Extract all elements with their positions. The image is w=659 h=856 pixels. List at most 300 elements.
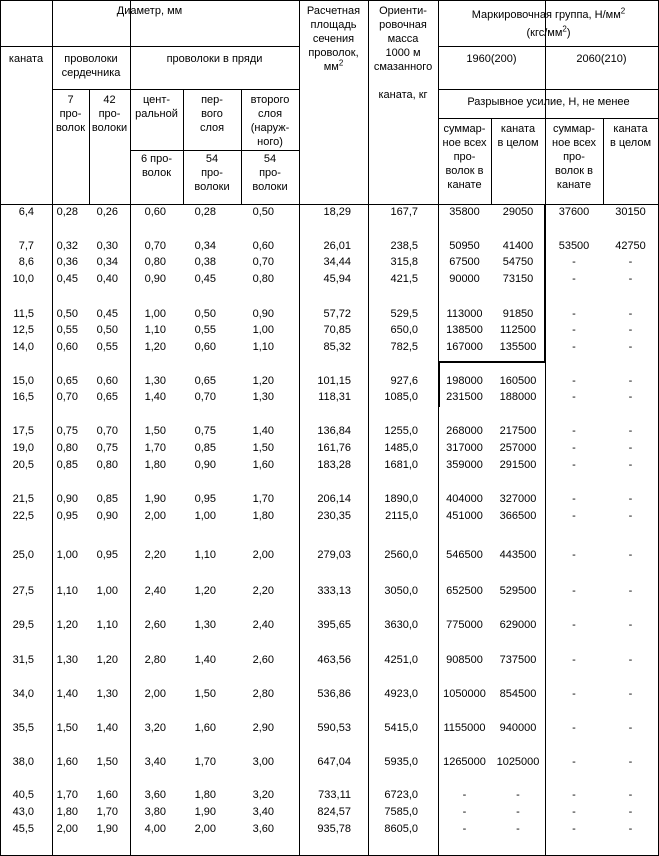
second-layer-cell: 0,60 xyxy=(252,240,274,252)
area-cell: 647,04 xyxy=(317,756,351,768)
second-layer-cell: 3,00 xyxy=(252,756,274,768)
sum-1960-cell: 908500 xyxy=(446,654,483,666)
central-wire-cell: 1,90 xyxy=(144,493,166,505)
core-7-cell: 0,50 xyxy=(56,308,78,320)
sum-1960-cell: 546500 xyxy=(446,549,483,561)
central-wire-cell: 4,00 xyxy=(144,823,166,835)
rope-1960-cell: 91850 xyxy=(502,308,534,320)
mass-cell: 2560,0 xyxy=(384,549,418,561)
rope-2060-cell: - xyxy=(628,256,633,268)
sum-1960-cell: 404000 xyxy=(446,493,483,505)
core-7-cell: 0,55 xyxy=(56,324,78,336)
second-layer-cell: 2,40 xyxy=(252,619,274,631)
core-42-cell: 1,20 xyxy=(96,654,118,666)
core-7-cell: 0,95 xyxy=(56,510,78,522)
sum-1960-cell: 451000 xyxy=(446,510,483,522)
core-42-cell: 0,34 xyxy=(96,256,118,268)
mass-cell: 5935,0 xyxy=(384,756,418,768)
rope-diameter-cell: 21,5 xyxy=(12,493,34,505)
sum-2060-cell: - xyxy=(572,722,576,734)
sum-2060-cell: - xyxy=(572,308,576,320)
first-layer-cell: 1,70 xyxy=(194,756,216,768)
sum-2060-cell: - xyxy=(572,324,576,336)
mass-cell: 782,5 xyxy=(390,341,418,353)
core-7-cell: 0,75 xyxy=(56,425,78,437)
second-layer-cell: 1,50 xyxy=(252,442,274,454)
rope-1960-cell: 529500 xyxy=(499,585,537,597)
central-wire-cell: 2,40 xyxy=(144,585,166,597)
core-7-cell: 0,32 xyxy=(56,240,78,252)
area-cell: 230,35 xyxy=(317,510,351,522)
second-layer-cell: 0,50 xyxy=(252,206,274,218)
sum-1960-cell: 268000 xyxy=(446,425,483,437)
rope-2060-cell: - xyxy=(628,459,633,471)
core-42-cell: 0,65 xyxy=(96,391,118,403)
sum-2060-cell: - xyxy=(572,619,576,631)
core-42-cell: 0,60 xyxy=(96,375,118,387)
sum-2060-cell: - xyxy=(572,459,576,471)
boundary-line xyxy=(438,361,546,363)
core-7-cell: 1,10 xyxy=(56,585,78,597)
header-divider xyxy=(438,89,659,90)
rope-2060-cell: - xyxy=(628,425,633,437)
second-layer-cell: 1,30 xyxy=(252,391,274,403)
second-layer-cell: 2,20 xyxy=(252,585,274,597)
header-divider xyxy=(438,46,659,47)
second-layer-cell: 1,00 xyxy=(252,324,274,336)
sum-2060-cell: - xyxy=(572,375,576,387)
first-layer-cell: 1,60 xyxy=(194,722,216,734)
mass-cell: 167,7 xyxy=(390,206,418,218)
rope-diameter-cell: 22,5 xyxy=(12,510,34,522)
core-7-cell: 0,60 xyxy=(56,341,78,353)
rope-1960-cell: 854500 xyxy=(499,688,537,700)
mass-cell: 421,5 xyxy=(390,273,418,285)
core-7-cell: 1,40 xyxy=(56,688,78,700)
rope-1960-cell: 160500 xyxy=(499,375,537,387)
header-rope: каната xyxy=(8,53,44,65)
second-layer-cell: 2,60 xyxy=(252,654,274,666)
sum-1960-cell: - xyxy=(462,789,467,801)
central-wire-cell: 0,90 xyxy=(144,273,166,285)
sum-1960-cell: - xyxy=(462,823,467,835)
sum-1960-cell: 317000 xyxy=(446,442,483,454)
core-42-cell: 1,30 xyxy=(96,688,118,700)
rope-diameter-cell: 17,5 xyxy=(12,425,34,437)
core-7-cell: 0,80 xyxy=(56,442,78,454)
rope-diameter-cell: 43,0 xyxy=(12,806,34,818)
rope-diameter-cell: 20,5 xyxy=(12,459,34,471)
first-layer-cell: 0,34 xyxy=(194,240,216,252)
area-cell: 161,76 xyxy=(317,442,351,454)
core-42-cell: 1,10 xyxy=(96,619,118,631)
first-layer-cell: 0,38 xyxy=(194,256,216,268)
sum-2060-cell: 53500 xyxy=(558,240,590,252)
rope-2060-cell: - xyxy=(628,375,633,387)
core-7-cell: 0,70 xyxy=(56,391,78,403)
first-layer-cell: 1,80 xyxy=(194,789,216,801)
rope-1960-cell: 940000 xyxy=(499,722,537,734)
header-divider xyxy=(130,150,299,151)
table-border-left xyxy=(0,0,1,856)
header-rope-whole-1960: каната в целом xyxy=(497,123,539,149)
rope-2060-cell: 30150 xyxy=(615,206,646,218)
mass-cell: 3630,0 xyxy=(384,619,418,631)
sum-1960-cell: 1265000 xyxy=(443,756,486,768)
first-layer-cell: 0,90 xyxy=(194,459,216,471)
rope-diameter-cell: 15,0 xyxy=(12,375,34,387)
mass-cell: 1890,0 xyxy=(384,493,418,505)
core-42-cell: 0,90 xyxy=(96,510,118,522)
first-layer-cell: 1,50 xyxy=(194,688,216,700)
core-42-cell: 1,90 xyxy=(96,823,118,835)
sum-1960-cell: 775000 xyxy=(446,619,483,631)
rope-diameter-cell: 10,0 xyxy=(12,273,34,285)
sum-1960-cell: 652500 xyxy=(446,585,483,597)
header-bottom-rule xyxy=(0,204,659,205)
area-cell: 101,15 xyxy=(317,375,351,387)
second-layer-cell: 1,70 xyxy=(252,493,274,505)
rope-1960-cell: 112500 xyxy=(500,324,536,336)
rope-diameter-cell: 27,5 xyxy=(12,585,34,597)
mass-cell: 529,5 xyxy=(390,308,418,320)
rope-1960-cell: - xyxy=(516,789,520,801)
sum-2060-cell: - xyxy=(572,756,576,768)
first-layer-cell: 1,30 xyxy=(194,619,216,631)
rope-2060-cell: - xyxy=(628,273,633,285)
header-diameter: Диаметр, мм xyxy=(116,5,183,17)
rope-2060-cell: - xyxy=(628,308,633,320)
second-layer-cell: 0,70 xyxy=(252,256,274,268)
rope-1960-cell: 629000 xyxy=(499,619,537,631)
first-layer-cell: 1,10 xyxy=(194,549,216,561)
sum-2060-cell: - xyxy=(572,442,576,454)
area-cell: 18,29 xyxy=(323,206,351,218)
sum-2060-cell: - xyxy=(572,341,576,353)
rope-diameter-cell: 7,7 xyxy=(18,240,34,252)
rope-diameter-cell: 12,5 xyxy=(12,324,34,336)
core-42-cell: 0,80 xyxy=(96,459,118,471)
core-42-cell: 0,45 xyxy=(96,308,118,320)
mass-cell: 650,0 xyxy=(390,324,418,336)
rope-2060-cell: 42750 xyxy=(615,240,646,252)
area-cell: 536,86 xyxy=(317,688,351,700)
central-wire-cell: 0,70 xyxy=(144,240,166,252)
area-cell: 34,44 xyxy=(323,256,351,268)
rope-2060-cell: - xyxy=(628,756,633,768)
rope-1960-cell: 257000 xyxy=(499,442,537,454)
central-wire-cell: 3,20 xyxy=(144,722,166,734)
rope-1960-cell: - xyxy=(516,823,520,835)
rope-2060-cell: - xyxy=(628,688,633,700)
mass-cell: 4251,0 xyxy=(384,654,418,666)
mass-cell: 7585,0 xyxy=(384,806,418,818)
area-cell: 118,31 xyxy=(318,391,351,403)
core-42-cell: 0,26 xyxy=(96,206,118,218)
header-breaking-force: Разрывное усилие, Н, не менее xyxy=(467,96,630,108)
area-cell: 395,65 xyxy=(317,619,351,631)
core-42-cell: 1,00 xyxy=(96,585,118,597)
rope-1960-cell: 327000 xyxy=(499,493,537,505)
sum-1960-cell: 231500 xyxy=(446,391,483,403)
header-core-wires: проволоки сердечника xyxy=(61,53,121,79)
rope-1960-cell: - xyxy=(516,806,520,818)
central-wire-cell: 3,80 xyxy=(144,806,166,818)
header-core-7: 7 про- волок xyxy=(55,94,86,134)
core-42-cell: 0,55 xyxy=(96,341,118,353)
core-7-cell: 0,90 xyxy=(56,493,78,505)
rope-1960-cell: 443500 xyxy=(499,549,537,561)
second-layer-cell: 2,90 xyxy=(252,722,274,734)
rope-diameter-cell: 29,5 xyxy=(12,619,34,631)
first-layer-cell: 0,65 xyxy=(194,375,216,387)
rope-2060-cell: - xyxy=(628,341,633,353)
central-wire-cell: 0,80 xyxy=(144,256,166,268)
rope-2060-cell: - xyxy=(628,722,633,734)
second-layer-cell: 3,20 xyxy=(252,789,274,801)
core-42-cell: 0,70 xyxy=(96,425,118,437)
area-cell: 70,85 xyxy=(323,324,351,336)
header-grade-group: Маркировочная группа, $Н/мм^2$ xyxy=(471,6,626,21)
sum-1960-cell: 50950 xyxy=(449,240,480,252)
rope-diameter-cell: 19,0 xyxy=(12,442,34,454)
core-42-cell: 0,85 xyxy=(96,493,118,505)
rope-diameter-cell: 31,5 xyxy=(12,654,34,666)
central-wire-cell: 1,20 xyxy=(144,341,166,353)
first-layer-cell: 1,40 xyxy=(194,654,216,666)
core-7-cell: 1,70 xyxy=(56,789,78,801)
sum-1960-cell: 35800 xyxy=(449,206,480,218)
mass-cell: 1255,0 xyxy=(384,425,418,437)
first-layer-cell: 0,70 xyxy=(194,391,216,403)
rope-2060-cell: - xyxy=(628,585,633,597)
sum-2060-cell: - xyxy=(572,510,576,522)
mass-cell: 927,6 xyxy=(390,375,418,387)
sum-2060-cell: - xyxy=(572,256,576,268)
first-layer-cell: 0,45 xyxy=(194,273,216,285)
first-layer-cell: 0,28 xyxy=(194,206,216,218)
area-cell: 590,53 xyxy=(317,722,351,734)
central-wire-cell: 1,30 xyxy=(144,375,166,387)
rope-diameter-cell: 40,5 xyxy=(12,789,34,801)
second-layer-cell: 1,60 xyxy=(252,459,274,471)
rope-diameter-cell: 14,0 xyxy=(12,341,34,353)
rope-diameter-cell: 35,5 xyxy=(12,722,34,734)
area-cell: 463,56 xyxy=(317,654,351,666)
first-layer-cell: 2,00 xyxy=(194,823,216,835)
header-second-layer: второго слоя (наруж- ного) xyxy=(250,94,290,148)
rope-2060-cell: - xyxy=(628,654,633,666)
central-wire-cell: 1,10 xyxy=(144,324,166,336)
rope-1960-cell: 737500 xyxy=(499,654,537,666)
first-layer-cell: 0,50 xyxy=(194,308,216,320)
mass-cell: 1681,0 xyxy=(384,459,418,471)
central-wire-cell: 1,80 xyxy=(144,459,166,471)
mass-cell: 1085,0 xyxy=(384,391,418,403)
first-layer-cell: 1,00 xyxy=(194,510,216,522)
sum-2060-cell: - xyxy=(572,549,576,561)
second-layer-cell: 1,80 xyxy=(252,510,274,522)
sum-1960-cell: 138500 xyxy=(446,324,483,336)
core-42-cell: 0,95 xyxy=(96,549,118,561)
mass-cell: 315,8 xyxy=(390,256,418,268)
area-cell: 183,28 xyxy=(317,459,351,471)
first-layer-cell: 0,75 xyxy=(194,425,216,437)
core-7-cell: 1,50 xyxy=(56,722,78,734)
first-layer-cell: 1,20 xyxy=(194,585,216,597)
central-wire-cell: 2,80 xyxy=(144,654,166,666)
sum-2060-cell: - xyxy=(572,688,576,700)
sum-1960-cell: 67500 xyxy=(449,256,480,268)
core-42-cell: 0,50 xyxy=(96,324,118,336)
area-cell: 85,32 xyxy=(323,341,351,353)
second-layer-cell: 3,60 xyxy=(252,823,274,835)
sum-2060-cell: - xyxy=(572,823,576,835)
mass-cell: 3050,0 xyxy=(384,585,418,597)
first-layer-cell: 0,95 xyxy=(194,493,216,505)
second-layer-cell: 1,20 xyxy=(252,375,274,387)
core-42-cell: 1,70 xyxy=(96,806,118,818)
area-cell: 733,11 xyxy=(318,789,351,801)
sum-2060-cell: - xyxy=(572,391,576,403)
area-cell: 206,14 xyxy=(317,493,351,505)
mass-cell: 5415,0 xyxy=(384,722,418,734)
sum-1960-cell: 1050000 xyxy=(443,688,486,700)
header-fifty-four-first: 54 про- волоки xyxy=(194,153,230,193)
header-divider xyxy=(52,89,299,90)
rope-2060-cell: - xyxy=(628,806,633,818)
rope-diameter-cell: 34,0 xyxy=(12,688,34,700)
mass-cell: 2115,0 xyxy=(385,510,418,522)
core-42-cell: 0,75 xyxy=(96,442,118,454)
area-cell: 824,57 xyxy=(317,806,351,818)
second-layer-cell: 2,00 xyxy=(252,549,274,561)
core-7-cell: 0,28 xyxy=(56,206,78,218)
header-area: Расчетная площадь сечения проволок, $мм^2$ xyxy=(306,5,361,73)
area-cell: 935,78 xyxy=(317,823,351,835)
rope-2060-cell: - xyxy=(628,493,633,505)
rope-2060-cell: - xyxy=(628,619,633,631)
rope-1960-cell: 217500 xyxy=(499,425,537,437)
sum-1960-cell: 167000 xyxy=(446,341,483,353)
header-grade-2060: 2060(210) xyxy=(576,53,627,65)
rope-diameter-cell: 11,5 xyxy=(13,308,34,320)
first-layer-cell: 1,90 xyxy=(194,806,216,818)
rope-diameter-cell: 45,5 xyxy=(12,823,34,835)
rope-1960-cell: 135500 xyxy=(499,341,537,353)
central-wire-cell: 1,70 xyxy=(144,442,166,454)
core-42-cell: 1,40 xyxy=(96,722,118,734)
second-layer-cell: 2,80 xyxy=(252,688,274,700)
header-mass: Ориенти- ровочная масса 1000 м смазанного каната, кг xyxy=(373,5,433,101)
sum-2060-cell: - xyxy=(572,654,576,666)
central-wire-cell: 3,60 xyxy=(144,789,166,801)
rope-diameter-cell: 38,0 xyxy=(12,756,34,768)
sum-2060-cell: - xyxy=(572,425,576,437)
rope-1960-cell: 291500 xyxy=(499,459,537,471)
core-7-cell: 1,80 xyxy=(56,806,78,818)
second-layer-cell: 1,10 xyxy=(252,341,274,353)
central-wire-cell: 0,60 xyxy=(144,206,166,218)
second-layer-cell: 0,80 xyxy=(252,273,274,285)
header-strand-wires: проволоки в пряди xyxy=(166,53,263,65)
central-wire-cell: 3,40 xyxy=(144,756,166,768)
first-layer-cell: 0,55 xyxy=(194,324,216,336)
second-layer-cell: 1,40 xyxy=(252,425,274,437)
core-7-cell: 0,85 xyxy=(56,459,78,471)
first-layer-cell: 0,85 xyxy=(194,442,216,454)
central-wire-cell: 1,00 xyxy=(144,308,166,320)
sum-2060-cell: - xyxy=(572,789,576,801)
central-wire-cell: 1,40 xyxy=(144,391,166,403)
sum-2060-cell: - xyxy=(572,806,576,818)
header-six-wires: 6 про- волок xyxy=(140,153,173,179)
core-7-cell: 0,45 xyxy=(56,273,78,285)
second-layer-cell: 0,90 xyxy=(252,308,274,320)
core-42-cell: 0,40 xyxy=(96,273,118,285)
header-fifty-four-second: 54 про- волоки xyxy=(252,153,288,193)
rope-1960-cell: 366500 xyxy=(499,510,537,522)
rope-2060-cell: - xyxy=(628,391,633,403)
header-grade-group-kgf: $(кгс/мм^2)$ xyxy=(526,24,571,39)
header-divider xyxy=(438,118,659,119)
mass-cell: 238,5 xyxy=(390,240,418,252)
mass-cell: 8605,0 xyxy=(384,823,418,835)
sum-2060-cell: - xyxy=(572,493,576,505)
area-cell: 45,94 xyxy=(323,273,351,285)
rope-2060-cell: - xyxy=(628,510,633,522)
rope-2060-cell: - xyxy=(628,324,633,336)
rope-1960-cell: 29050 xyxy=(502,206,534,218)
rope-2060-cell: - xyxy=(628,823,633,835)
central-wire-cell: 1,50 xyxy=(144,425,166,437)
rope-1960-cell: 1025000 xyxy=(496,756,540,768)
core-7-cell: 0,65 xyxy=(56,375,78,387)
rope-1960-cell: 41400 xyxy=(502,240,534,252)
sum-1960-cell: 198000 xyxy=(446,375,483,387)
rope-2060-cell: - xyxy=(628,549,633,561)
central-wire-cell: 2,60 xyxy=(144,619,166,631)
header-grade-1960: 1960(200) xyxy=(466,53,517,65)
rope-1960-cell: 54750 xyxy=(502,256,534,268)
sum-2060-cell: 37600 xyxy=(558,206,590,218)
core-7-cell: 1,20 xyxy=(56,619,78,631)
central-wire-cell: 2,20 xyxy=(144,549,166,561)
sum-1960-cell: 113000 xyxy=(446,308,483,320)
header-sum-all-2060: суммар- ное всех про- волок в канате xyxy=(552,123,596,191)
core-7-cell: 1,60 xyxy=(56,756,78,768)
core-42-cell: 1,60 xyxy=(96,789,118,801)
central-wire-cell: 2,00 xyxy=(144,510,166,522)
first-layer-cell: 0,60 xyxy=(194,341,216,353)
header-core-42: 42 про- волоки xyxy=(91,94,128,134)
rope-diameter-cell: 16,5 xyxy=(12,391,34,403)
rope-2060-cell: - xyxy=(628,789,633,801)
sum-1960-cell: 359000 xyxy=(446,459,483,471)
mass-cell: 4923,0 xyxy=(384,688,418,700)
core-7-cell: 1,30 xyxy=(56,654,78,666)
rope-diameter-cell: 6,4 xyxy=(18,206,34,218)
rope-1960-cell: 73150 xyxy=(502,273,534,285)
mass-cell: 6723,0 xyxy=(384,789,418,801)
area-cell: 333,13 xyxy=(317,585,351,597)
header-sum-all-1960: суммар- ное всех про- волок в канате xyxy=(442,123,487,191)
sum-1960-cell: 1155000 xyxy=(443,722,486,734)
area-cell: 57,72 xyxy=(323,308,351,320)
rope-diameter-cell: 25,0 xyxy=(12,549,34,561)
area-cell: 26,01 xyxy=(323,240,351,252)
core-7-cell: 2,00 xyxy=(56,823,78,835)
